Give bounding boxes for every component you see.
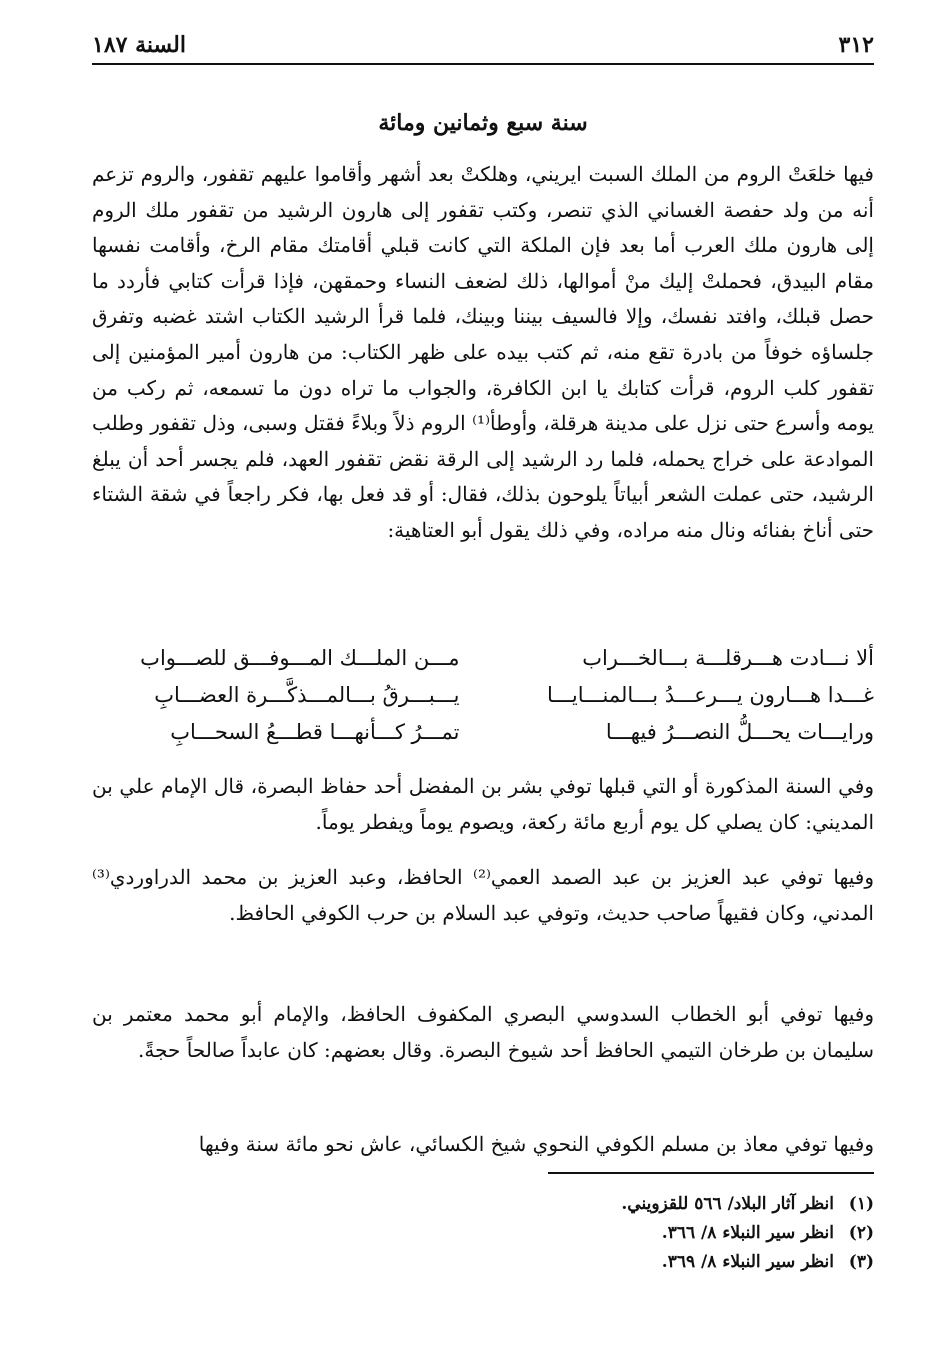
- paragraph-third: وفيها توفي أبو الخطاب السدوسي البصري المكفوف الحافظ، والإمام أبو محمد معتمر بن سليمان بن طرخان التيمي الحافظ أحد شيوخ البصرة. وقال بعضهم: كان عابداً صالحاً حجةً.: [92, 1002, 874, 1062]
- paragraph-second: وفيها توفي عبد العزيز بن عبد الصمد العمي⁽²⁾ الحافظ، وعبد العزيز بن محمد الدراوردي⁽³⁾ المدني، وكان فقيهاً صاحب حديث، وتوفي عبد السلام بن حرب الكوفي الحافظ.: [92, 865, 874, 925]
- running-header: [92, 28, 874, 62]
- footnote-text: انظر سير النبلاء ٨/ ٣٦٩.: [661, 1252, 834, 1272]
- poem-line: [92, 714, 874, 751]
- paragraph-main: فيها خلعَتْ الروم من الملك السبت ايريني، وهلكتْ بعد أشهر وأقاموا عليهم تقفور، والروم تزعم أنه من ولد حفصة الغساني الذي تنصر، وكتب تقفور إلى هارون الرشيد من تقفور ملك الروم إلى هارون ملك العرب أما بعد فإن الملكة التي كانت قبلي أقامتك مقام الرخ، وأقامت نفسها مقام البيدق، فحملتْ إليك منْ أموالها، ذلك لضعف النساء وحمقهن، فإذا قرأت كتابي فأردد ما حصل قبلك، وافتد نفسك، وإلا فالسيف بيننا وبينك، فلما قرأ الرشيد الكتاب اشتد غضبه وتفرق جلساؤه خوفاً من بادرة تقع منه، ثم كتب بيده على ظهر الكتاب: من هارون أمير المؤمنين إلى تقفور كلب الروم، قرأت كتابك يا ابن الكافرة، والجواب ما تراه دون ما تسمعه، ثم ركب من يومه وأسرع حتى نزل على مدينة هرقلة، وأوطأ⁽¹⁾ الروم ذلاً وبلاءً فقتل وسبى، وذل تقفور وطلب الموادعة على خراج يحمله، فلما رد الرشيد إلى الرقة نقض تقفور العهد، فلم يجسر أحد أن يبلغ الرشيد، حتى عملت الشعر أبياتاً يلوحون بذلك، فقال: أو قد فعل بها، فكر راجعاً في شقة الشتاء حتى أناخ بفنائه ونال منه مراده، وفي ذلك يقول أبو العتاهية:: [92, 162, 874, 542]
- page-number: ٣١٢: [838, 32, 874, 58]
- poem-hemistich-first: ألا نـــادت هـــرقلـــة بـــالخـــراب: [582, 646, 874, 670]
- poem-hemistich-second: يـــبـــرقُ بـــالمـــذكَّـــرة العضـــابِ: [154, 683, 460, 707]
- footnote: [92, 1248, 874, 1277]
- year-label: السنة ١٨٧: [92, 32, 186, 58]
- poem-line: [92, 677, 874, 714]
- paragraph-after-poem: وفي السنة المذكورة أو التي قبلها توفي بشر بن المفضل أحد حفاظ البصرة، قال الإمام علي بن المديني: كان يصلي كل يوم أربع مائة ركعة، ويصوم يوماً ويفطر يوماً.: [92, 774, 874, 834]
- poem-hemistich-first: ورايـــات يحـــلُّ النصـــرُ فيهـــا: [605, 720, 874, 744]
- chapter-title: سنة سبع وثمانين ومائة: [378, 110, 588, 136]
- poem-line: [92, 640, 874, 677]
- poem-hemistich-second: تمـــرُ كـــأنهـــا قطـــعُ السحـــابِ: [170, 720, 460, 744]
- poem-hemistich-second: مـــن الملـــك المـــوفـــق للصـــواب: [140, 646, 460, 670]
- footnote: [92, 1219, 874, 1248]
- paragraph-fourth: وفيها توفي معاذ بن مسلم الكوفي النحوي شيخ الكسائي، عاش نحو مائة سنة وفيها: [198, 1132, 874, 1156]
- footnote-number: (١): [848, 1194, 874, 1214]
- poem: [92, 640, 874, 751]
- poem-hemistich-first: غـــدا هـــارون يـــرعـــدُ بـــالمنـــايـــا: [547, 683, 874, 707]
- footnote-text: انظر آثار البلاد/ ٥٦٦ للقزويني.: [621, 1194, 834, 1214]
- header-rule: [92, 63, 874, 65]
- footnote: [92, 1190, 874, 1219]
- footnote-number: (٢): [848, 1223, 874, 1243]
- footnote-number: (٣): [848, 1252, 874, 1272]
- footnote-text: انظر سير النبلاء ٨/ ٣٦٦.: [661, 1223, 834, 1243]
- footnotes: [92, 1190, 874, 1277]
- footnote-rule: [548, 1172, 874, 1174]
